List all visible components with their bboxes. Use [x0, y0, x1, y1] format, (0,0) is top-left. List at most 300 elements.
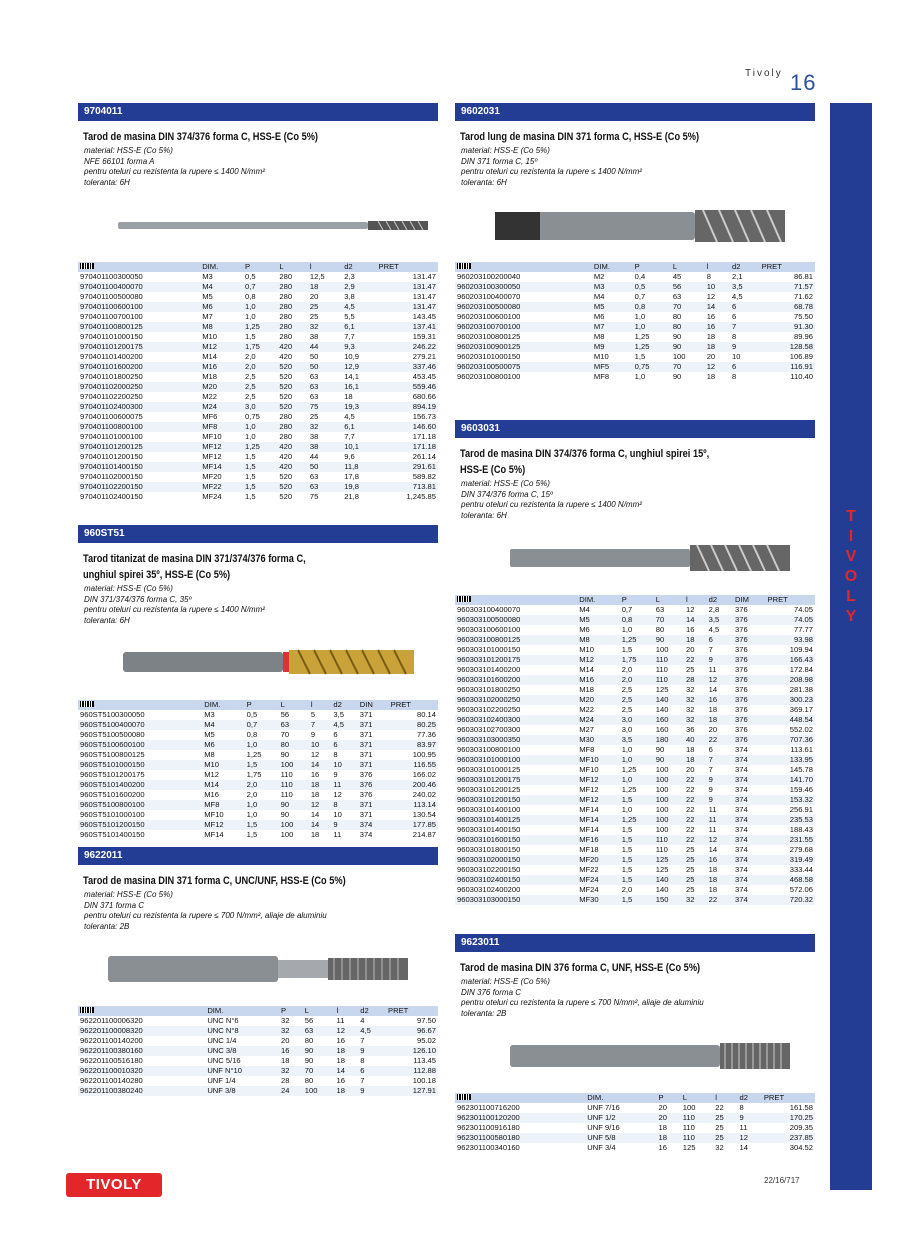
table-cell: 18 [708, 865, 718, 874]
table-cell: 453.45 [412, 372, 436, 381]
table-cell: 231.55 [766, 835, 815, 845]
table-cell: 125 [682, 1143, 696, 1152]
table-cell: 4,5 [331, 720, 357, 730]
table-cell: 376 [733, 715, 766, 725]
spec-line: material: HSS-E (Co 5%) [84, 584, 173, 593]
table-row [78, 760, 438, 770]
table-cell: M5 [202, 292, 213, 301]
table-cell: MF10 [202, 432, 222, 441]
table-cell: 18 [335, 1086, 359, 1096]
table-cell: 116.91 [760, 362, 815, 372]
table-cell: 22 [684, 835, 707, 845]
table-cell: M5 [577, 615, 619, 625]
table-cell: 80.14 [416, 710, 436, 719]
table-cell: 970401102000250 [78, 382, 200, 392]
table-row [78, 462, 438, 472]
table-cell: 10 [309, 740, 332, 750]
spec-line: material: HSS-E (Co 5%) [84, 890, 173, 899]
table-cell: 14 [708, 845, 718, 854]
table-cell: 6 [708, 745, 713, 754]
table-cell: 1,245.85 [406, 492, 436, 501]
table-cell: 3,0 [621, 725, 633, 734]
table-cell: 6,1 [342, 422, 376, 432]
table-cell: M14 [202, 780, 244, 790]
table-cell: 369.17 [789, 705, 813, 714]
table-cell: 1,5 [620, 795, 654, 805]
table-cell: 143.45 [412, 312, 436, 321]
table-cell: 110 [681, 1113, 714, 1123]
table-cell: 160 [655, 725, 669, 734]
section-code: 9623011 [455, 934, 815, 952]
table-cell: 50 [308, 462, 342, 472]
table-cell: 3,5 [730, 282, 760, 292]
table-cell: 63 [309, 472, 319, 481]
table-cell: 100 [279, 760, 309, 770]
section-code: 960ST51 [78, 525, 438, 543]
table-cell: 960ST5101000150 [78, 760, 202, 770]
table-row [78, 472, 438, 482]
table-cell: 2,3 [344, 272, 355, 281]
table-cell: 20 [708, 725, 718, 734]
table-cell: 1,25 [621, 785, 637, 794]
table-cell: 3,0 [620, 715, 654, 725]
table-cell: 18 [686, 745, 695, 754]
table-cell: 0,7 [243, 282, 277, 292]
table-cell: 100 [682, 1103, 696, 1112]
table-cell: 376 [735, 645, 748, 654]
table-cell: 1,5 [621, 825, 633, 834]
table-cell: 960ST5100800125 [80, 750, 145, 759]
table-row [78, 740, 438, 750]
table-cell: 0,4 [634, 272, 646, 281]
table-cell: 11 [707, 815, 733, 825]
table-cell: 75 [309, 492, 319, 501]
table-cell: M12 [204, 770, 220, 779]
table-cell: 1,0 [621, 625, 633, 634]
table-cell: MF14 [579, 825, 599, 834]
table-cell: 128.58 [760, 342, 815, 352]
table-row [78, 402, 438, 412]
table-cell: 1,5 [245, 760, 279, 770]
table-row [455, 765, 815, 775]
table-cell: 90 [672, 372, 682, 381]
product-table [455, 595, 815, 905]
table-cell: 1,0 [621, 805, 633, 814]
table-row [78, 780, 438, 790]
table-cell: 126.10 [386, 1046, 438, 1056]
table-cell: 50 [309, 352, 319, 361]
table-cell: 970401102200150 [78, 482, 200, 492]
table-cell: 280 [277, 322, 307, 332]
table-cell: 376 [733, 675, 766, 685]
table-cell: M14 [579, 665, 594, 674]
table-cell: 74.05 [793, 605, 813, 614]
product-section-9704011 [78, 103, 438, 502]
table-cell: 9,6 [344, 452, 355, 461]
table-cell: M6 [579, 625, 590, 634]
side-bar [830, 103, 872, 1190]
table-cell: 90 [672, 332, 682, 341]
table-cell: 127.91 [386, 1086, 438, 1096]
table-cell: 1,5 [621, 845, 633, 854]
table-cell: 166.02 [412, 770, 436, 779]
table-cell: 177.85 [389, 820, 438, 830]
table-row [455, 705, 815, 715]
table-cell: 1,5 [634, 352, 646, 361]
table-cell: 960203100400070 [457, 292, 521, 301]
table-cell: 970401101600200 [78, 362, 200, 372]
table-cell: 960303101600200 [455, 675, 577, 685]
table-cell: 960303102000150 [455, 855, 577, 865]
table-cell: 18 [658, 1123, 667, 1132]
table-cell: 6 [333, 730, 338, 739]
column-header: l [309, 700, 332, 710]
table-cell: 14 [739, 1143, 748, 1152]
table-cell: 70 [654, 615, 684, 625]
table-cell: 280 [279, 332, 293, 341]
table-cell: 0,75 [633, 362, 671, 372]
table-cell: 5 [310, 710, 316, 719]
column-header: PRET [760, 262, 815, 272]
table-cell: 420 [277, 462, 307, 472]
table-cell: M9 [592, 342, 633, 352]
table-cell: 18 [656, 1133, 680, 1143]
table-cell: M7 [592, 322, 633, 332]
table-cell: 962201100380240 [78, 1086, 205, 1096]
table-cell: 140 [654, 695, 684, 705]
table-cell: 90 [304, 1056, 314, 1065]
table-cell: 376 [735, 725, 748, 734]
table-row [455, 695, 815, 705]
table-cell: 22 [686, 825, 695, 834]
table-cell: MF20 [202, 472, 222, 481]
table-cell: 970401100500080 [80, 292, 143, 301]
table-cell: MF10 [579, 765, 599, 774]
table-cell: 680.66 [412, 392, 436, 401]
table-row [78, 730, 438, 740]
table-cell: 63 [279, 720, 309, 730]
table-cell: 131.47 [377, 282, 438, 292]
table-cell: M5 [204, 730, 215, 739]
spec-line: toleranta: 6H [84, 177, 130, 187]
table-cell: 71.62 [793, 292, 813, 301]
table-cell: 1,25 [634, 332, 650, 341]
spec-line: toleranta: 2B [84, 921, 130, 931]
table-cell: MF6 [202, 412, 218, 421]
table-cell: 960303100600100 [457, 625, 521, 634]
table-cell: 44 [309, 452, 319, 461]
table-cell: 6,1 [342, 322, 376, 332]
table-cell: 960303101200125 [457, 785, 521, 794]
table-cell: 18 [335, 1046, 359, 1056]
table-cell: 100.18 [412, 1076, 436, 1085]
spec-line: pentru oteluri cu rezistenta la rupere ≤ 700 N/mm², aliaje de aluminiu [461, 998, 704, 1007]
table-cell: 371 [358, 800, 389, 810]
table-cell: 12,5 [309, 272, 325, 281]
table-cell: M4 [579, 605, 590, 614]
spec-line: pentru oteluri cu rezistenta la rupere ≤ 1400 N/mm² [461, 500, 642, 509]
section-title: Tarod de masina DIN 376 forma C, UNF, HSS-E (Co 5%) [460, 962, 701, 974]
barcode-icon [455, 595, 577, 605]
table-cell: 22 [707, 895, 733, 905]
table-cell: 420 [279, 352, 293, 361]
section-code: 9603031 [455, 420, 815, 438]
table-cell: 9 [730, 342, 760, 352]
table-row [78, 720, 438, 730]
table-cell: 171.18 [377, 442, 438, 452]
table-cell: 960303101400200 [457, 665, 521, 674]
table-cell: 2,0 [620, 675, 654, 685]
table-cell: 14 [684, 615, 707, 625]
table-cell: MF16 [577, 835, 619, 845]
table-cell: 22 [715, 1103, 724, 1112]
table-cell: 520 [279, 392, 293, 401]
table-cell: 12 [310, 750, 320, 759]
table-cell: 960ST5100600100 [78, 740, 202, 750]
table-cell: 1,0 [620, 775, 654, 785]
table-cell: 10,9 [344, 352, 359, 361]
table-row [78, 342, 438, 352]
table-cell: 7 [360, 1076, 365, 1085]
table-cell: 11 [336, 1016, 345, 1025]
column-header: d2 [738, 1093, 762, 1103]
table-row [455, 665, 815, 675]
table-cell: 371 [359, 810, 373, 819]
table-cell: 376 [735, 705, 748, 714]
table-cell: 962301100916180 [457, 1123, 520, 1132]
table-cell: M5 [592, 302, 633, 312]
table-cell: 2,0 [245, 780, 279, 790]
table-cell: 960303100800100 [457, 745, 521, 754]
table-cell: 38 [308, 442, 342, 452]
table-cell: 110 [655, 665, 668, 674]
table-cell: 12 [706, 292, 716, 301]
table-cell: 188.43 [789, 825, 813, 834]
product-table [78, 1006, 438, 1096]
table-cell: 7 [360, 1036, 365, 1045]
table-cell: 520 [277, 382, 307, 392]
table-cell: 960ST5101600200 [80, 790, 145, 799]
column-header: L [279, 700, 309, 710]
table-cell: 77.77 [793, 625, 813, 634]
table-cell: MF8 [200, 422, 243, 432]
table-cell: 77.36 [416, 730, 436, 739]
page-number: 16 [790, 70, 817, 95]
column-header: d2 [331, 700, 357, 710]
table-cell: 960303101000125 [457, 765, 521, 774]
table-cell: 131.47 [412, 292, 436, 301]
table-cell: 100 [654, 795, 684, 805]
spec-line: toleranta: 6H [461, 177, 507, 187]
table-cell: 970401101800250 [80, 372, 143, 381]
table-row [455, 312, 815, 322]
table-cell: 960203100500075 [455, 362, 592, 372]
table-cell: 376 [733, 655, 766, 665]
table-cell: 10 [732, 352, 741, 361]
table-cell: 22 [686, 785, 695, 794]
table-cell: 28 [281, 1076, 290, 1085]
table-cell: 16,1 [342, 382, 376, 392]
table-cell: 32 [279, 1066, 303, 1076]
table-cell: M3 [202, 272, 213, 281]
footer-code: 22/16/717 [764, 1176, 800, 1185]
table-cell: 2,5 [621, 705, 633, 714]
table-row [455, 615, 815, 625]
table-cell: 18 [310, 790, 320, 799]
table-row [78, 1026, 438, 1036]
spec-line: toleranta: 2B [461, 1008, 507, 1018]
table-cell: 12 [738, 1133, 762, 1143]
table-cell: 1,5 [245, 492, 256, 501]
table-cell: 1,25 [621, 765, 637, 774]
table-row [455, 865, 815, 875]
table-cell: 960303102200150 [457, 865, 521, 874]
tap-tool-image [78, 630, 438, 696]
table-cell: 304.52 [789, 1143, 813, 1152]
table-cell: 374 [735, 825, 748, 834]
table-cell: 113.45 [413, 1056, 436, 1065]
table-cell: MF8 [593, 372, 610, 381]
table-cell: UNF 3/4 [587, 1143, 616, 1152]
table-cell: 374 [359, 830, 373, 839]
table-cell: 10 [705, 282, 730, 292]
table-cell: 960ST5101200150 [78, 820, 202, 830]
table-row [78, 292, 438, 302]
table-cell: 960ST5100800100 [78, 800, 202, 810]
column-header: P [633, 262, 671, 272]
table-cell: 16 [336, 1036, 345, 1045]
column-header: L [654, 595, 684, 605]
tap-tool-image [78, 192, 438, 258]
table-cell: 16 [310, 770, 320, 779]
table-cell: 960203100200040 [457, 272, 521, 281]
table-row [455, 362, 815, 372]
table-row [455, 322, 815, 332]
table-cell: 2,0 [621, 665, 633, 674]
table-cell: 4,5 [344, 412, 355, 421]
table-cell: 18 [308, 282, 342, 292]
table-row [78, 272, 438, 282]
column-header: P [656, 1093, 680, 1103]
brand-name: Tivoly [745, 68, 783, 79]
column-header: d2 [730, 262, 760, 272]
table-row [78, 312, 438, 322]
table-cell: 16 [686, 625, 695, 634]
table-cell: 374 [735, 885, 748, 894]
table-row [78, 282, 438, 292]
table-cell: 420 [277, 342, 307, 352]
table-cell: 374 [358, 820, 389, 830]
table-row [455, 272, 815, 282]
table-cell: 12 [705, 362, 730, 372]
table-cell: M6 [593, 312, 605, 321]
table-cell: 559.46 [377, 382, 438, 392]
table-cell: 281.38 [789, 685, 813, 694]
table-cell: 3,5 [333, 710, 344, 719]
table-cell: 1,75 [246, 770, 262, 779]
table-row [455, 795, 815, 805]
tap-tool-image [455, 1023, 815, 1089]
table-row [455, 785, 815, 795]
table-cell: 32 [279, 1026, 303, 1036]
table-cell: 90 [671, 342, 705, 352]
table-cell: 7,7 [344, 332, 355, 341]
table-cell: 7 [708, 645, 713, 654]
table-cell: 159.31 [412, 332, 436, 341]
barcode-icon [78, 1006, 205, 1016]
table-row [78, 710, 438, 720]
table-cell: 24 [279, 1086, 303, 1096]
table-cell: 520 [277, 482, 307, 492]
table-cell: 25 [684, 875, 707, 885]
table-cell: 960303101200175 [455, 775, 577, 785]
table-cell: 70 [671, 302, 705, 312]
table-cell: 960303100800125 [455, 635, 577, 645]
table-row [78, 800, 438, 810]
table-row [78, 1086, 438, 1096]
table-cell: 11 [708, 665, 717, 674]
table-cell: 1,25 [243, 322, 277, 332]
table-cell: 376 [359, 790, 373, 799]
table-cell: 20 [281, 1036, 290, 1045]
spec-line: material: HSS-E (Co 5%) [84, 146, 173, 155]
table-row [78, 442, 438, 452]
table-cell: 50 [308, 362, 342, 372]
table-cell: 374 [735, 745, 748, 754]
table-row [455, 825, 815, 835]
table-cell: M16 [577, 675, 619, 685]
table-cell: 960303101200175 [455, 655, 577, 665]
table-cell: 720.32 [766, 895, 815, 905]
table-row [78, 770, 438, 780]
table-cell: 11 [331, 780, 357, 790]
table-cell: 25 [308, 302, 342, 312]
table-cell: 448.54 [766, 715, 815, 725]
table-cell: 1,5 [620, 855, 654, 865]
table-cell: 2,0 [243, 362, 277, 372]
table-cell: 12 [686, 605, 695, 614]
table-cell: 0,8 [633, 302, 671, 312]
table-row [78, 352, 438, 362]
table-row [455, 635, 815, 645]
table-cell: 1,5 [620, 875, 654, 885]
table-cell: 1,5 [245, 820, 279, 830]
table-cell: 256.91 [789, 805, 813, 814]
table-row [78, 492, 438, 502]
column-header: DIM. [200, 262, 243, 272]
table-cell: 960303101800150 [457, 845, 521, 854]
table-cell: 970401101200175 [78, 342, 200, 352]
column-header: PRET [386, 1006, 438, 1016]
table-cell: 333.44 [789, 865, 813, 874]
table-cell: 6 [358, 1066, 386, 1076]
table-cell: 110 [280, 790, 293, 799]
table-cell: M24 [577, 715, 619, 725]
table-cell: 16 [658, 1143, 667, 1152]
table-cell: 970401100400070 [78, 282, 200, 292]
table-cell: 22 [707, 735, 733, 745]
table-cell: 6 [730, 302, 760, 312]
table-cell: 9 [708, 785, 713, 794]
column-header: DIM. [592, 262, 633, 272]
table-cell: 20 [656, 1113, 680, 1123]
table-cell: 960303100500080 [455, 615, 577, 625]
table-cell: 32 [686, 685, 695, 694]
table-cell: 970401102400150 [80, 492, 143, 501]
column-header: DIM [733, 595, 766, 605]
table-cell: 280 [279, 272, 293, 281]
table-cell: 56 [671, 282, 705, 292]
